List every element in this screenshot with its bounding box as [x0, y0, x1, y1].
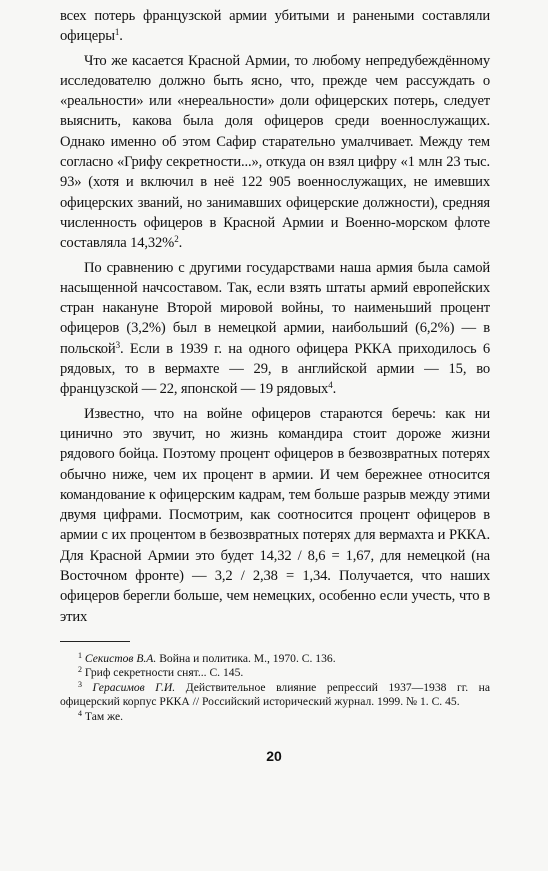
footnote-ref: 1: [114, 27, 120, 38]
page-number: 20: [266, 748, 282, 764]
paragraph-officer-losses: Известно, что на войне офицеров стараются беречь: как ни цинично это звучит, но жизнь командира стоит дороже жизни рядового бойца. Поэтому процент офицеров в безвозвратных потерях обычно ниже, чем их процент в армии. И чем бережнее относится командование к офицерским кадрам, тем больше разрыв между этими двумя цифрами. Посмотрим, как соотносится процент офицеров в армии с их процентом в безвозвратных потерях для вермахта и РККА. Для Красной Армии это будет 14,32 / 8,6 = 1,67, для немецкой (на Восточном фронте) — 3,2 / 2,38 = 1,34. Получается, что наших офицеров берегли больше, чем немецких, особенно если учесть, что в этих: [60, 405, 490, 625]
footnote-ref: 2: [174, 234, 179, 245]
footnote-divider: [60, 641, 130, 642]
footnote-3: $^3$ Герасимов Г.И. Действительное влияние репрессий 1937—1938 гг. на офицерский корпус РККА // Российский исторический журнал. 1999. № 1. С. 45.: [60, 679, 490, 709]
footnote-2: $^2$ Гриф секретности снят... С. 145.: [78, 665, 244, 680]
page-body: [60, 6, 490, 724]
footnote-1: $^1$ Секистов В.А. Война и политика. М., 1970. С. 136.: [78, 650, 336, 665]
paragraph-comparison: По сравнению с другими государствами наша армия была самой насыщенной начсоставом. Так, если взять штаты армий европейских стран накануне Второй мировой войны, то наименьший процент офицеров (3,2%) был в немецкой армии, наибольший (6,2%) — в польской$^3$. Если в 1939 г. на одного офицера РККА приходилось 6 рядовых, то в вермахте — 29, в английской армии — 15, во французской — 22, японской — 19 рядовых$^4$.: [60, 259, 490, 398]
paragraph-red-army: Что же касается Красной Армии, то любому непредубеждённому исследователю должно быть ясно, что, прежде чем рассуждать о «реальности» или «нереальности» доли офицерских потерь, следует выяснить, какова была доля офицеров среди военнослужащих. Однако именно об этом Сафир старательно умалчивает. Между тем согласно «Грифу секретности...», откуда он взял цифру «1 млн 23 тыс. 93» (хотя и включил в неё 122 905 военнослужащих, не имевших офицерских званий, но занимавших офицерские должности), средняя численность офицеров в Красной Армии и Военно-морском флоте составляла 14,32%$^2$.: [60, 52, 490, 252]
paragraph-continuation: всех потерь французской армии убитыми и ранеными составляли офицеры$^1$.: [60, 8, 490, 45]
footnote-ref: 3: [115, 339, 120, 350]
footnote-4: $^4$ Там же.: [78, 708, 123, 723]
footnote-ref: 4: [328, 380, 333, 391]
